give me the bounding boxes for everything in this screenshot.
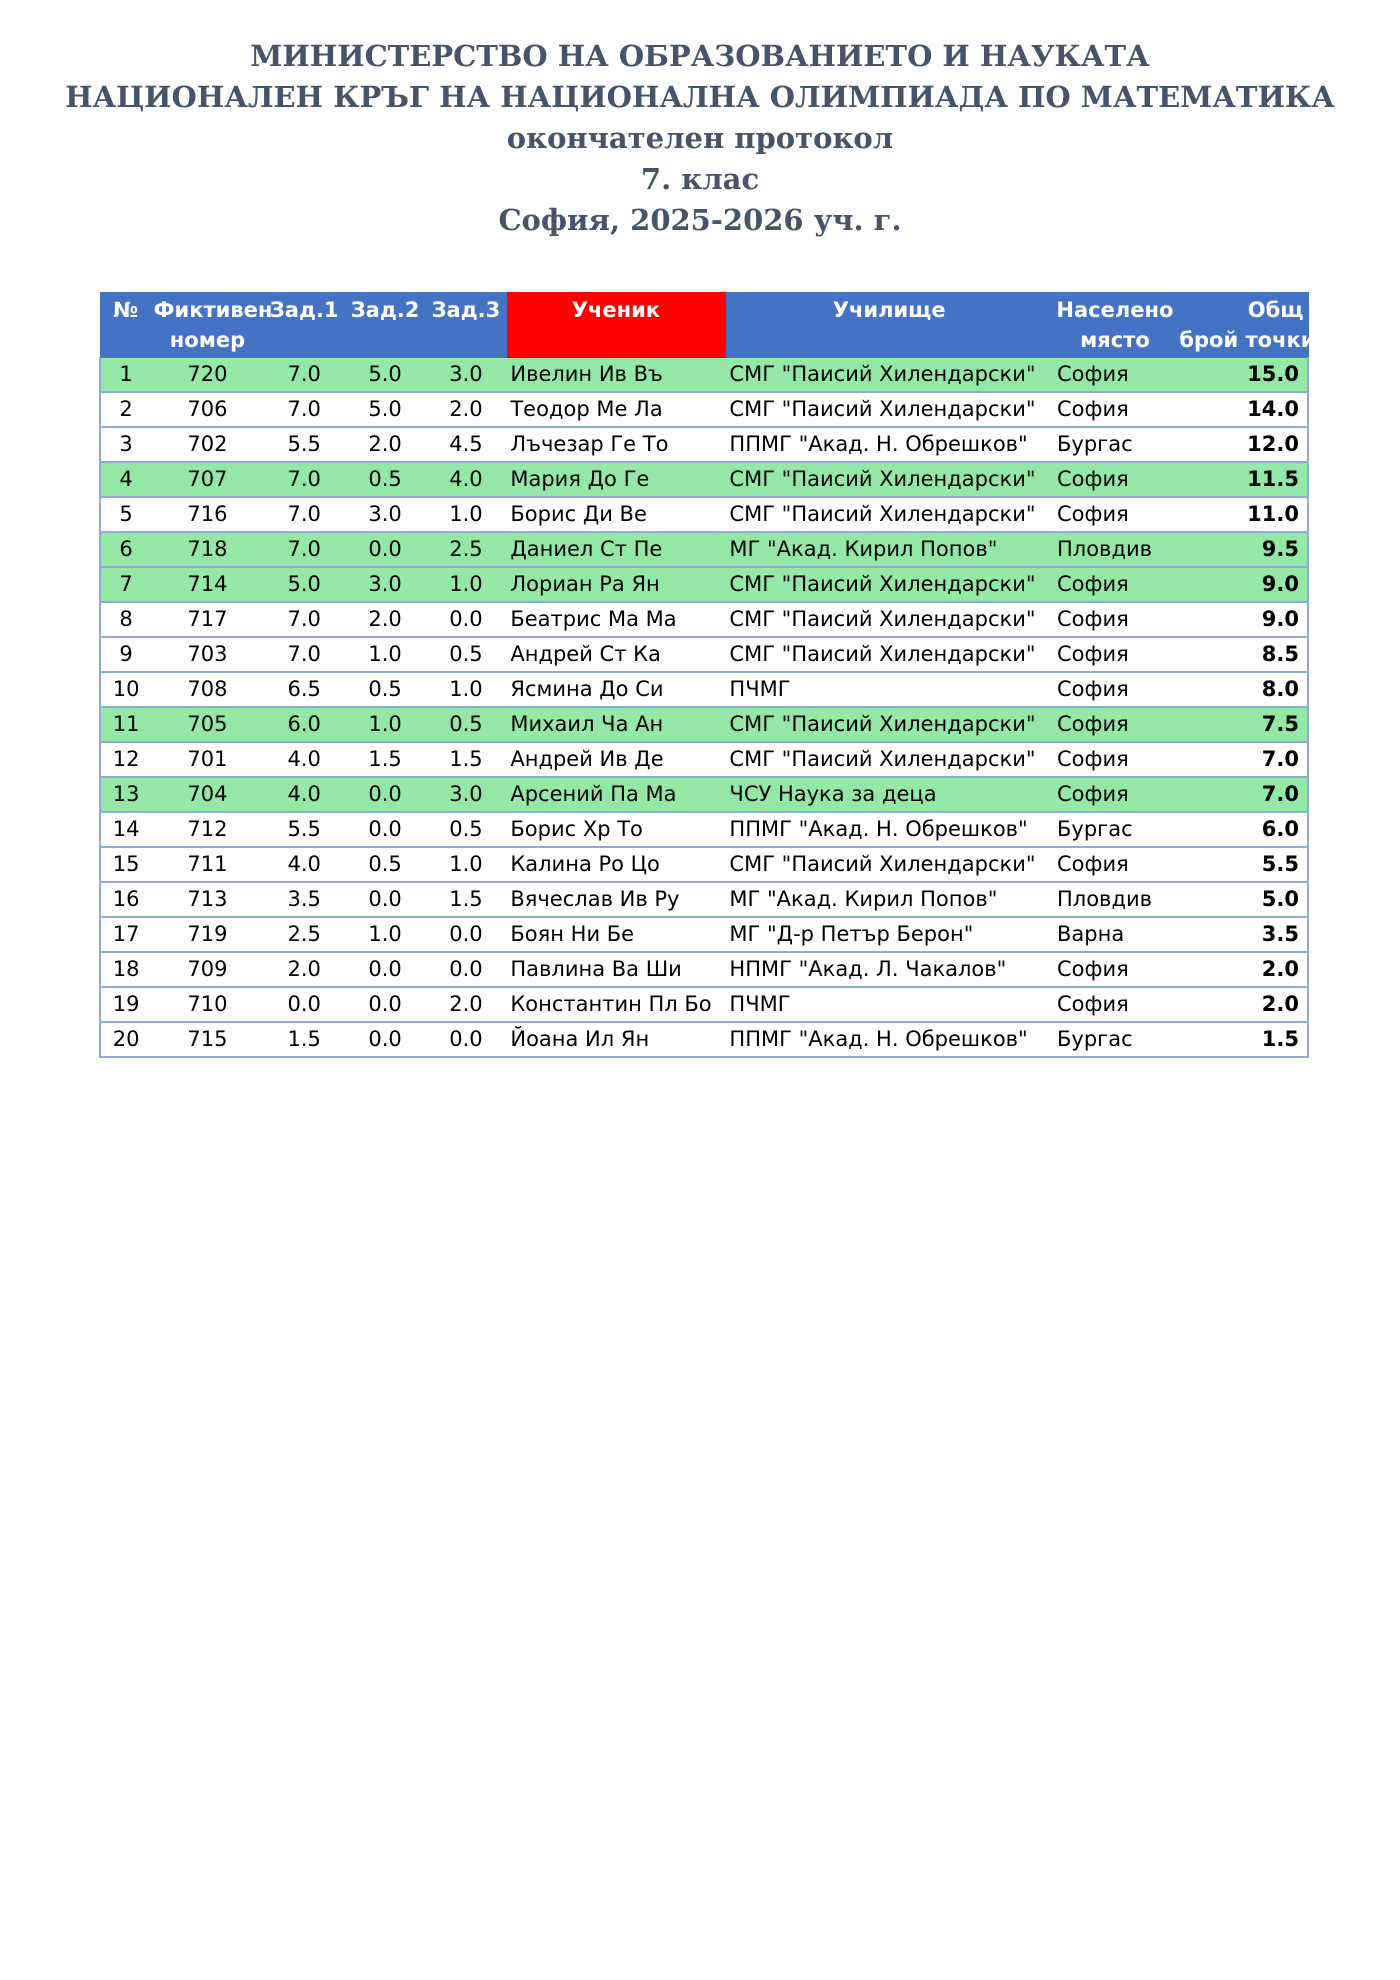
cell-task-2: 5.0 xyxy=(345,358,426,393)
cell-task-1: 3.5 xyxy=(264,882,345,917)
cell-task-1: 5.5 xyxy=(264,812,345,847)
cell-fictive-number: 717 xyxy=(151,602,264,637)
cell-number: 12 xyxy=(100,742,151,777)
cell-number: 6 xyxy=(100,532,151,567)
cell-place: Бургас xyxy=(1053,427,1177,462)
protocol-title: окончателен протокол xyxy=(506,121,894,155)
ministry-title: МИНИСТЕРСТВО НА ОБРАЗОВАНИЕТО И НАУКАТА xyxy=(250,39,1150,73)
cell-task-2: 0.0 xyxy=(345,952,426,987)
cell-student: Лъчезар Ге То xyxy=(506,427,725,462)
cell-task-2: 2.0 xyxy=(345,602,426,637)
table-row xyxy=(100,392,1308,427)
col-header-place: Населено място xyxy=(1053,293,1177,358)
cell-school: СМГ "Паисий Хилендарски" xyxy=(725,567,1053,602)
table-row xyxy=(100,358,1308,393)
cell-task-2: 1.0 xyxy=(345,917,426,952)
cell-task-3: 1.0 xyxy=(426,567,507,602)
cell-school: СМГ "Паисий Хилендарски" xyxy=(725,602,1053,637)
cell-fictive-number: 707 xyxy=(151,462,264,497)
cell-number: 16 xyxy=(100,882,151,917)
cell-total: 9.5 xyxy=(1177,532,1308,567)
cell-task-1: 6.0 xyxy=(264,707,345,742)
cell-fictive-number: 701 xyxy=(151,742,264,777)
cell-place: София xyxy=(1053,777,1177,812)
cell-school: СМГ "Паисий Хилендарски" xyxy=(725,707,1053,742)
cell-fictive-number: 710 xyxy=(151,987,264,1022)
cell-total: 5.5 xyxy=(1177,847,1308,882)
table-row xyxy=(100,917,1308,952)
col-header-number: № xyxy=(100,293,151,358)
cell-student: Андрей Ст Ка xyxy=(506,637,725,672)
cell-task-3: 3.0 xyxy=(426,358,507,393)
cell-task-2: 0.0 xyxy=(345,777,426,812)
cell-student: Арсений Па Ма xyxy=(506,777,725,812)
cell-number: 3 xyxy=(100,427,151,462)
cell-task-3: 1.0 xyxy=(426,847,507,882)
col-header-task-2: Зад.2 xyxy=(345,293,426,358)
cell-student: Йоана Ил Ян xyxy=(506,1022,725,1057)
cell-school: МГ "Акад. Кирил Попов" xyxy=(725,882,1053,917)
cell-fictive-number: 708 xyxy=(151,672,264,707)
cell-fictive-number: 716 xyxy=(151,497,264,532)
cell-place: София xyxy=(1053,987,1177,1022)
cell-task-3: 0.5 xyxy=(426,812,507,847)
cell-fictive-number: 704 xyxy=(151,777,264,812)
cell-total: 2.0 xyxy=(1177,952,1308,987)
cell-total: 7.5 xyxy=(1177,707,1308,742)
cell-task-2: 0.0 xyxy=(345,987,426,1022)
cell-number: 8 xyxy=(100,602,151,637)
cell-fictive-number: 702 xyxy=(151,427,264,462)
cell-total: 11.0 xyxy=(1177,497,1308,532)
cell-fictive-number: 705 xyxy=(151,707,264,742)
table-row xyxy=(100,952,1308,987)
cell-total: 2.0 xyxy=(1177,987,1308,1022)
grade-title: 7. клас xyxy=(640,162,760,196)
cell-task-3: 0.0 xyxy=(426,1022,507,1057)
cell-number: 18 xyxy=(100,952,151,987)
cell-student: Мария До Ге xyxy=(506,462,725,497)
cell-task-1: 4.0 xyxy=(264,742,345,777)
cell-student: Лориан Ра Ян xyxy=(506,567,725,602)
cell-place: Пловдив xyxy=(1053,882,1177,917)
cell-school: ПЧМГ xyxy=(725,987,1053,1022)
table-header-row xyxy=(100,293,1308,358)
cell-student: Андрей Ив Де xyxy=(506,742,725,777)
location-year: София, 2025-2026 уч. г. xyxy=(498,203,902,237)
cell-fictive-number: 712 xyxy=(151,812,264,847)
cell-task-1: 7.0 xyxy=(264,392,345,427)
cell-number: 1 xyxy=(100,358,151,393)
cell-task-3: 2.0 xyxy=(426,392,507,427)
cell-number: 7 xyxy=(100,567,151,602)
table-row xyxy=(100,1022,1308,1057)
document-header xyxy=(0,36,1400,241)
cell-fictive-number: 714 xyxy=(151,567,264,602)
cell-total: 6.0 xyxy=(1177,812,1308,847)
cell-task-1: 1.5 xyxy=(264,1022,345,1057)
cell-task-3: 1.0 xyxy=(426,497,507,532)
cell-total: 11.5 xyxy=(1177,462,1308,497)
cell-task-2: 0.0 xyxy=(345,1022,426,1057)
cell-number: 2 xyxy=(100,392,151,427)
cell-total: 3.5 xyxy=(1177,917,1308,952)
cell-fictive-number: 720 xyxy=(151,358,264,393)
cell-task-1: 7.0 xyxy=(264,637,345,672)
table-row xyxy=(100,602,1308,637)
cell-number: 9 xyxy=(100,637,151,672)
cell-task-1: 7.0 xyxy=(264,532,345,567)
cell-task-1: 4.0 xyxy=(264,777,345,812)
table-row xyxy=(100,707,1308,742)
cell-task-1: 7.0 xyxy=(264,462,345,497)
cell-place: София xyxy=(1053,707,1177,742)
cell-task-3: 0.5 xyxy=(426,637,507,672)
cell-place: София xyxy=(1053,637,1177,672)
cell-student: Ивелин Ив Въ xyxy=(506,358,725,393)
cell-task-2: 5.0 xyxy=(345,392,426,427)
cell-school: ППМГ "Акад. Н. Обрешков" xyxy=(725,427,1053,462)
cell-student: Беатрис Ма Ма xyxy=(506,602,725,637)
cell-school: СМГ "Паисий Хилендарски" xyxy=(725,637,1053,672)
cell-school: ППМГ "Акад. Н. Обрешков" xyxy=(725,1022,1053,1057)
cell-place: София xyxy=(1053,497,1177,532)
olympiad-title: НАЦИОНАЛЕН КРЪГ НА НАЦИОНАЛНА ОЛИМПИАДА ПО МАТЕМАТИКА xyxy=(65,80,1335,114)
table-row xyxy=(100,882,1308,917)
cell-student: Даниел Ст Пе xyxy=(506,532,725,567)
cell-place: София xyxy=(1053,462,1177,497)
cell-school: МГ "Д-р Петър Берон" xyxy=(725,917,1053,952)
col-header-task-1: Зад.1 xyxy=(264,293,345,358)
cell-place: София xyxy=(1053,847,1177,882)
cell-school: ППМГ "Акад. Н. Обрешков" xyxy=(725,812,1053,847)
cell-place: София xyxy=(1053,392,1177,427)
cell-student: Борис Хр То xyxy=(506,812,725,847)
cell-place: Бургас xyxy=(1053,1022,1177,1057)
table-row xyxy=(100,532,1308,567)
cell-total: 1.5 xyxy=(1177,1022,1308,1057)
cell-task-2: 1.5 xyxy=(345,742,426,777)
cell-place: Пловдив xyxy=(1053,532,1177,567)
cell-place: София xyxy=(1053,358,1177,393)
cell-place: София xyxy=(1053,952,1177,987)
cell-task-2: 0.0 xyxy=(345,532,426,567)
cell-task-1: 2.5 xyxy=(264,917,345,952)
cell-task-2: 0.0 xyxy=(345,882,426,917)
cell-total: 7.0 xyxy=(1177,742,1308,777)
cell-task-3: 0.0 xyxy=(426,602,507,637)
cell-task-3: 2.5 xyxy=(426,532,507,567)
col-header-school: Училище xyxy=(725,293,1053,358)
cell-school: ПЧМГ xyxy=(725,672,1053,707)
cell-school: СМГ "Паисий Хилендарски" xyxy=(725,497,1053,532)
cell-student: Павлина Ва Ши xyxy=(506,952,725,987)
cell-total: 7.0 xyxy=(1177,777,1308,812)
cell-task-3: 1.5 xyxy=(426,742,507,777)
cell-fictive-number: 718 xyxy=(151,532,264,567)
cell-student: Борис Ди Ве xyxy=(506,497,725,532)
cell-task-3: 2.0 xyxy=(426,987,507,1022)
cell-total: 9.0 xyxy=(1177,567,1308,602)
cell-total: 15.0 xyxy=(1177,358,1308,393)
cell-fictive-number: 719 xyxy=(151,917,264,952)
cell-task-2: 1.0 xyxy=(345,637,426,672)
cell-task-3: 1.5 xyxy=(426,882,507,917)
cell-fictive-number: 706 xyxy=(151,392,264,427)
cell-student: Михаил Ча Ан xyxy=(506,707,725,742)
cell-task-2: 0.5 xyxy=(345,462,426,497)
cell-task-1: 2.0 xyxy=(264,952,345,987)
cell-number: 13 xyxy=(100,777,151,812)
cell-number: 20 xyxy=(100,1022,151,1057)
cell-school: СМГ "Паисий Хилендарски" xyxy=(725,847,1053,882)
cell-task-3: 3.0 xyxy=(426,777,507,812)
cell-number: 17 xyxy=(100,917,151,952)
cell-task-1: 6.5 xyxy=(264,672,345,707)
table-row xyxy=(100,777,1308,812)
cell-place: Варна xyxy=(1053,917,1177,952)
results-table xyxy=(99,292,1316,1058)
cell-school: СМГ "Паисий Хилендарски" xyxy=(725,358,1053,393)
cell-student: Боян Ни Бе xyxy=(506,917,725,952)
cell-student: Вячеслав Ив Ру xyxy=(506,882,725,917)
cell-task-1: 5.5 xyxy=(264,427,345,462)
col-header-fictive-number: Фиктивен номер xyxy=(151,293,264,358)
table-row xyxy=(100,987,1308,1022)
cell-number: 15 xyxy=(100,847,151,882)
cell-fictive-number: 711 xyxy=(151,847,264,882)
table-row xyxy=(100,567,1308,602)
table-row xyxy=(100,637,1308,672)
cell-school: СМГ "Паисий Хилендарски" xyxy=(725,462,1053,497)
cell-total: 5.0 xyxy=(1177,882,1308,917)
table-row xyxy=(100,812,1308,847)
cell-task-3: 4.0 xyxy=(426,462,507,497)
cell-task-2: 2.0 xyxy=(345,427,426,462)
cell-total: 8.0 xyxy=(1177,672,1308,707)
cell-total: 14.0 xyxy=(1177,392,1308,427)
table-row xyxy=(100,742,1308,777)
cell-task-2: 3.0 xyxy=(345,567,426,602)
cell-task-1: 7.0 xyxy=(264,602,345,637)
cell-task-2: 0.5 xyxy=(345,847,426,882)
cell-total: 9.0 xyxy=(1177,602,1308,637)
cell-fictive-number: 713 xyxy=(151,882,264,917)
cell-school: СМГ "Паисий Хилендарски" xyxy=(725,742,1053,777)
cell-school: ЧСУ Наука за деца xyxy=(725,777,1053,812)
cell-task-1: 7.0 xyxy=(264,358,345,393)
col-header-task-3: Зад.3 xyxy=(426,293,507,358)
cell-student: Ясмина До Си xyxy=(506,672,725,707)
cell-fictive-number: 715 xyxy=(151,1022,264,1057)
cell-task-3: 0.5 xyxy=(426,707,507,742)
cell-place: Бургас xyxy=(1053,812,1177,847)
cell-fictive-number: 703 xyxy=(151,637,264,672)
cell-total: 12.0 xyxy=(1177,427,1308,462)
table-row xyxy=(100,462,1308,497)
cell-task-2: 0.5 xyxy=(345,672,426,707)
cell-task-3: 1.0 xyxy=(426,672,507,707)
cell-task-1: 7.0 xyxy=(264,497,345,532)
cell-number: 14 xyxy=(100,812,151,847)
col-header-student: Ученик xyxy=(506,293,725,358)
table-row xyxy=(100,672,1308,707)
cell-place: София xyxy=(1053,742,1177,777)
cell-task-2: 3.0 xyxy=(345,497,426,532)
cell-total: 8.5 xyxy=(1177,637,1308,672)
cell-task-3: 0.0 xyxy=(426,952,507,987)
cell-task-2: 0.0 xyxy=(345,812,426,847)
table-row xyxy=(100,497,1308,532)
cell-task-2: 1.0 xyxy=(345,707,426,742)
cell-school: НПМГ "Акад. Л. Чакалов" xyxy=(725,952,1053,987)
cell-place: София xyxy=(1053,567,1177,602)
cell-task-3: 0.0 xyxy=(426,917,507,952)
col-header-total: Общ брой точки xyxy=(1177,293,1308,358)
cell-task-1: 5.0 xyxy=(264,567,345,602)
cell-student: Калина Ро Цо xyxy=(506,847,725,882)
cell-place: София xyxy=(1053,602,1177,637)
cell-number: 11 xyxy=(100,707,151,742)
cell-student: Теодор Ме Ла xyxy=(506,392,725,427)
cell-number: 4 xyxy=(100,462,151,497)
cell-number: 5 xyxy=(100,497,151,532)
cell-place: София xyxy=(1053,672,1177,707)
table-row xyxy=(100,847,1308,882)
table-row xyxy=(100,427,1308,462)
cell-school: МГ "Акад. Кирил Попов" xyxy=(725,532,1053,567)
cell-task-1: 0.0 xyxy=(264,987,345,1022)
cell-fictive-number: 709 xyxy=(151,952,264,987)
cell-student: Константин Пл Бо xyxy=(506,987,725,1022)
results-body xyxy=(100,358,1308,1058)
cell-number: 19 xyxy=(100,987,151,1022)
cell-school: СМГ "Паисий Хилендарски" xyxy=(725,392,1053,427)
cell-number: 10 xyxy=(100,672,151,707)
cell-task-3: 4.5 xyxy=(426,427,507,462)
cell-task-1: 4.0 xyxy=(264,847,345,882)
